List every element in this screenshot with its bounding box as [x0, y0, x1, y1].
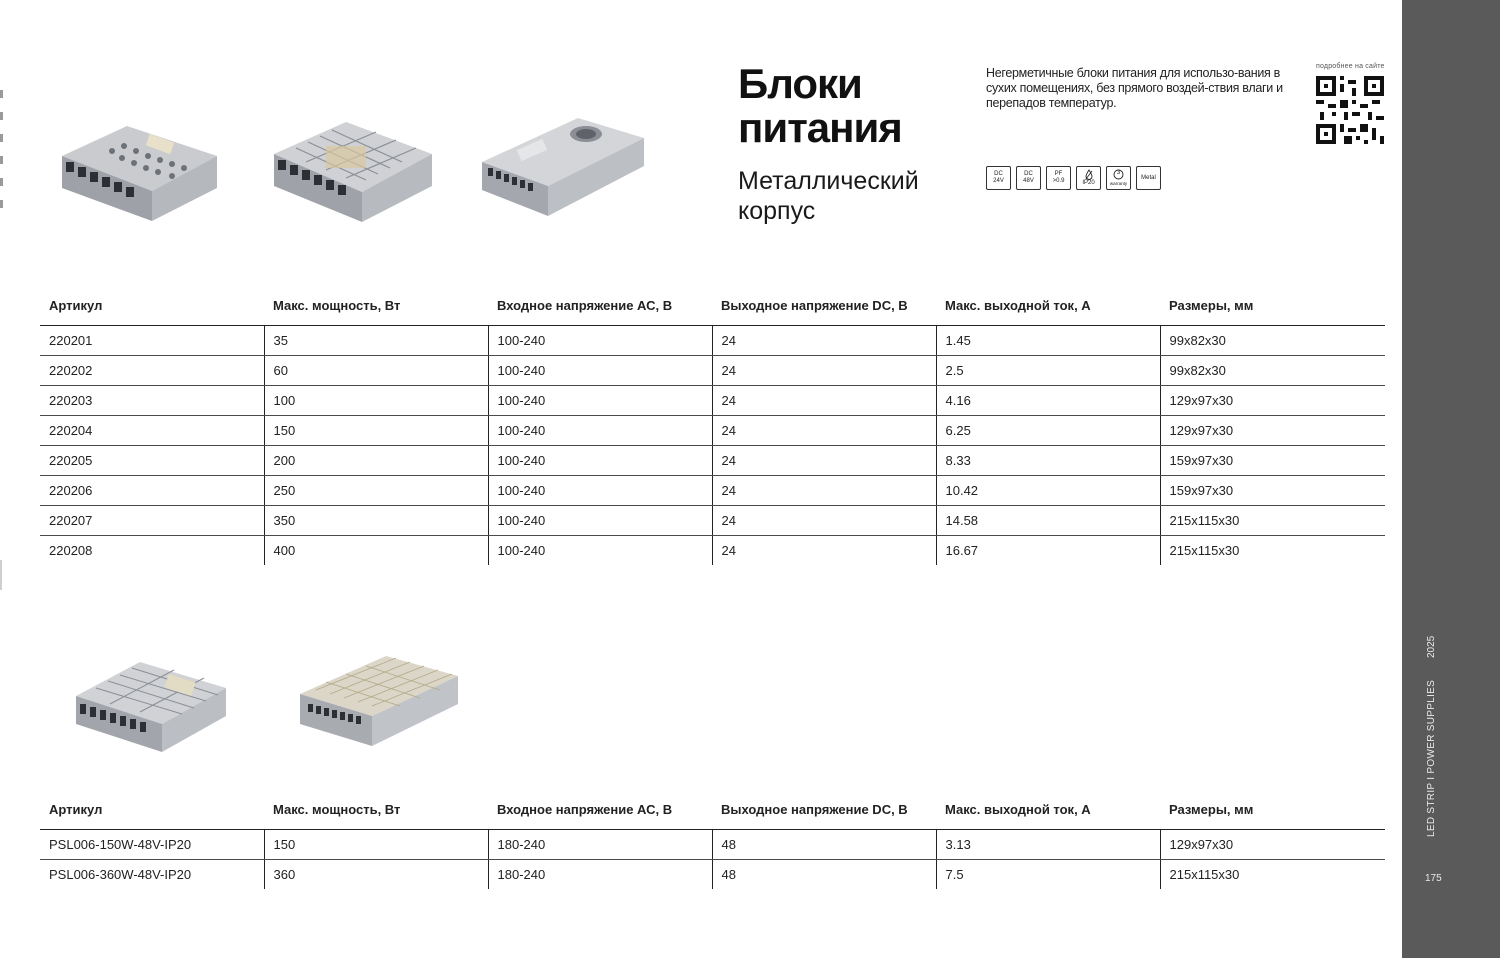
- table-cell: PSL006-360W-48V-IP20: [49, 866, 192, 882]
- qr-caption: подробнее на сайте: [1316, 63, 1385, 70]
- table-cell: 99х82х30: [1160, 325, 1385, 355]
- column-header: Макс. мощность, Вт: [264, 789, 488, 829]
- product-photo-medium-psu: [266, 96, 436, 226]
- table-cell: 8.33: [936, 445, 1160, 475]
- table-cell: 24: [712, 505, 936, 535]
- table-cell: 16.67: [936, 535, 1160, 565]
- table-cell: 60: [264, 355, 488, 385]
- product-photo-fan-psu: [478, 104, 648, 219]
- table-cell: 100-240: [488, 385, 712, 415]
- product-photo-small-psu: [52, 96, 222, 226]
- table-cell: 215х115х30: [1160, 859, 1385, 889]
- column-header: Макс. мощность, Вт: [264, 285, 488, 325]
- table-row: [40, 535, 1385, 565]
- table-cell: 220203: [40, 385, 264, 415]
- table-cell: 129х97х30: [1160, 829, 1385, 859]
- table-row: [40, 415, 1385, 445]
- table-cell: 4.16: [936, 385, 1160, 415]
- table-cell: 48: [712, 829, 936, 859]
- table-cell: 215х115х30: [1160, 505, 1385, 535]
- table-cell: 24: [712, 325, 936, 355]
- column-header: Входное напряжение АС, В: [488, 789, 712, 829]
- page-edge-marks: [0, 90, 3, 230]
- product-photo-48v-150w: [70, 648, 230, 758]
- table-cell: 100-240: [488, 325, 712, 355]
- page-subtitle: Металлический корпус: [738, 167, 919, 225]
- column-header: Макс. выходной ток, А: [936, 285, 1160, 325]
- column-header: Размеры, мм: [1160, 285, 1385, 325]
- table-cell: 100-240: [488, 355, 712, 385]
- table-cell: 10.42: [936, 475, 1160, 505]
- table-header-row: [40, 285, 1385, 325]
- table-cell: 350: [264, 505, 488, 535]
- column-header: Размеры, мм: [1160, 789, 1385, 829]
- table-cell: 150: [264, 415, 488, 445]
- table-row: [40, 445, 1385, 475]
- column-header: Входное напряжение АС, В: [488, 285, 712, 325]
- table-cell: 100-240: [488, 415, 712, 445]
- table-cell: 7.5: [936, 859, 1160, 889]
- table-cell: 360: [264, 859, 488, 889]
- table-cell: 24: [712, 415, 936, 445]
- table-cell: 129х97х30: [1160, 385, 1385, 415]
- table-cell: 100: [264, 385, 488, 415]
- page-edge-rule: [0, 560, 2, 590]
- table-cell: 100-240: [488, 445, 712, 475]
- feature-badges: [986, 166, 1161, 190]
- table-cell: PSL006-150W-48V-IP20: [40, 829, 264, 859]
- table-cell: 129х97х30: [1160, 415, 1385, 445]
- column-header: Макс. выходной ток, А: [936, 789, 1160, 829]
- table-cell: 215х115х30: [1160, 535, 1385, 565]
- page-number: 175: [1425, 873, 1442, 884]
- table-cell: 100-240: [488, 535, 712, 565]
- table-row: [40, 385, 1385, 415]
- table-cell: 2.5: [936, 355, 1160, 385]
- table-cell: 220204: [40, 415, 264, 445]
- table-cell: 150: [264, 829, 488, 859]
- table-cell: 159х97х30: [1160, 445, 1385, 475]
- table-cell: 99х82х30: [1160, 355, 1385, 385]
- catalog-year: 2025: [1426, 635, 1437, 658]
- table-row: [40, 859, 1385, 889]
- table-row: [40, 829, 1385, 859]
- metal-case-icon: Metal: [1136, 166, 1161, 190]
- warranty-icon: 3 warranty: [1106, 166, 1131, 190]
- table-cell: 159х97х30: [1160, 475, 1385, 505]
- table-cell: 24: [712, 355, 936, 385]
- table-row: [40, 505, 1385, 535]
- product-description: Негерметичные блоки питания для использо-вания в сухих помещениях, без прямого воздей-ствия влаги и перепадов температур.: [986, 66, 1283, 110]
- table-cell: 180-240: [488, 859, 712, 889]
- right-sidebar: [1402, 0, 1500, 958]
- table-cell: 24: [712, 445, 936, 475]
- dc-48v-icon: DC 48V: [1016, 166, 1041, 190]
- table-cell: 220201: [40, 325, 264, 355]
- table-cell: 6.25: [936, 415, 1160, 445]
- spec-table-24v: [40, 285, 1385, 565]
- table-cell: 220207: [40, 505, 264, 535]
- table-cell: 1.45: [936, 325, 1160, 355]
- table-header-row: [40, 789, 1385, 829]
- dc-24v-icon: DC 24V: [986, 166, 1011, 190]
- page-title: Блоки питания: [738, 60, 902, 151]
- table-cell: 35: [264, 325, 488, 355]
- section-label: LED STRIP I POWER SUPPLIES: [1426, 679, 1437, 837]
- column-header: Артикул: [40, 789, 264, 829]
- table-row: [40, 475, 1385, 505]
- table-row: [40, 355, 1385, 385]
- table-cell: 100-240: [488, 505, 712, 535]
- table-cell: 220208: [49, 542, 93, 558]
- table-cell: 14.58: [936, 505, 1160, 535]
- table-cell: 220202: [40, 355, 264, 385]
- column-header: Артикул: [40, 285, 264, 325]
- column-header: Выходное напряжение DC, В: [712, 285, 936, 325]
- column-header: Выходное напряжение DC, В: [712, 789, 936, 829]
- table-cell: 400: [264, 535, 488, 565]
- table-cell: 24: [712, 475, 936, 505]
- table-cell: 250: [264, 475, 488, 505]
- table-cell: 220205: [40, 445, 264, 475]
- table-cell: 48: [712, 859, 936, 889]
- table-row: [40, 325, 1385, 355]
- qr-code-icon[interactable]: [1316, 76, 1384, 144]
- spec-table-48v: [40, 789, 1385, 889]
- table-cell: 200: [264, 445, 488, 475]
- table-cell: 3.13: [936, 829, 1160, 859]
- product-photo-48v-360w: [296, 650, 461, 750]
- power-factor-icon: PF >0.9: [1046, 166, 1071, 190]
- table-cell: 180-240: [488, 829, 712, 859]
- ip20-drop-icon: IP20: [1076, 166, 1101, 190]
- table-cell: 24: [712, 385, 936, 415]
- table-cell: 220206: [40, 475, 264, 505]
- table-cell: 100-240: [488, 475, 712, 505]
- table-cell: 24: [712, 535, 936, 565]
